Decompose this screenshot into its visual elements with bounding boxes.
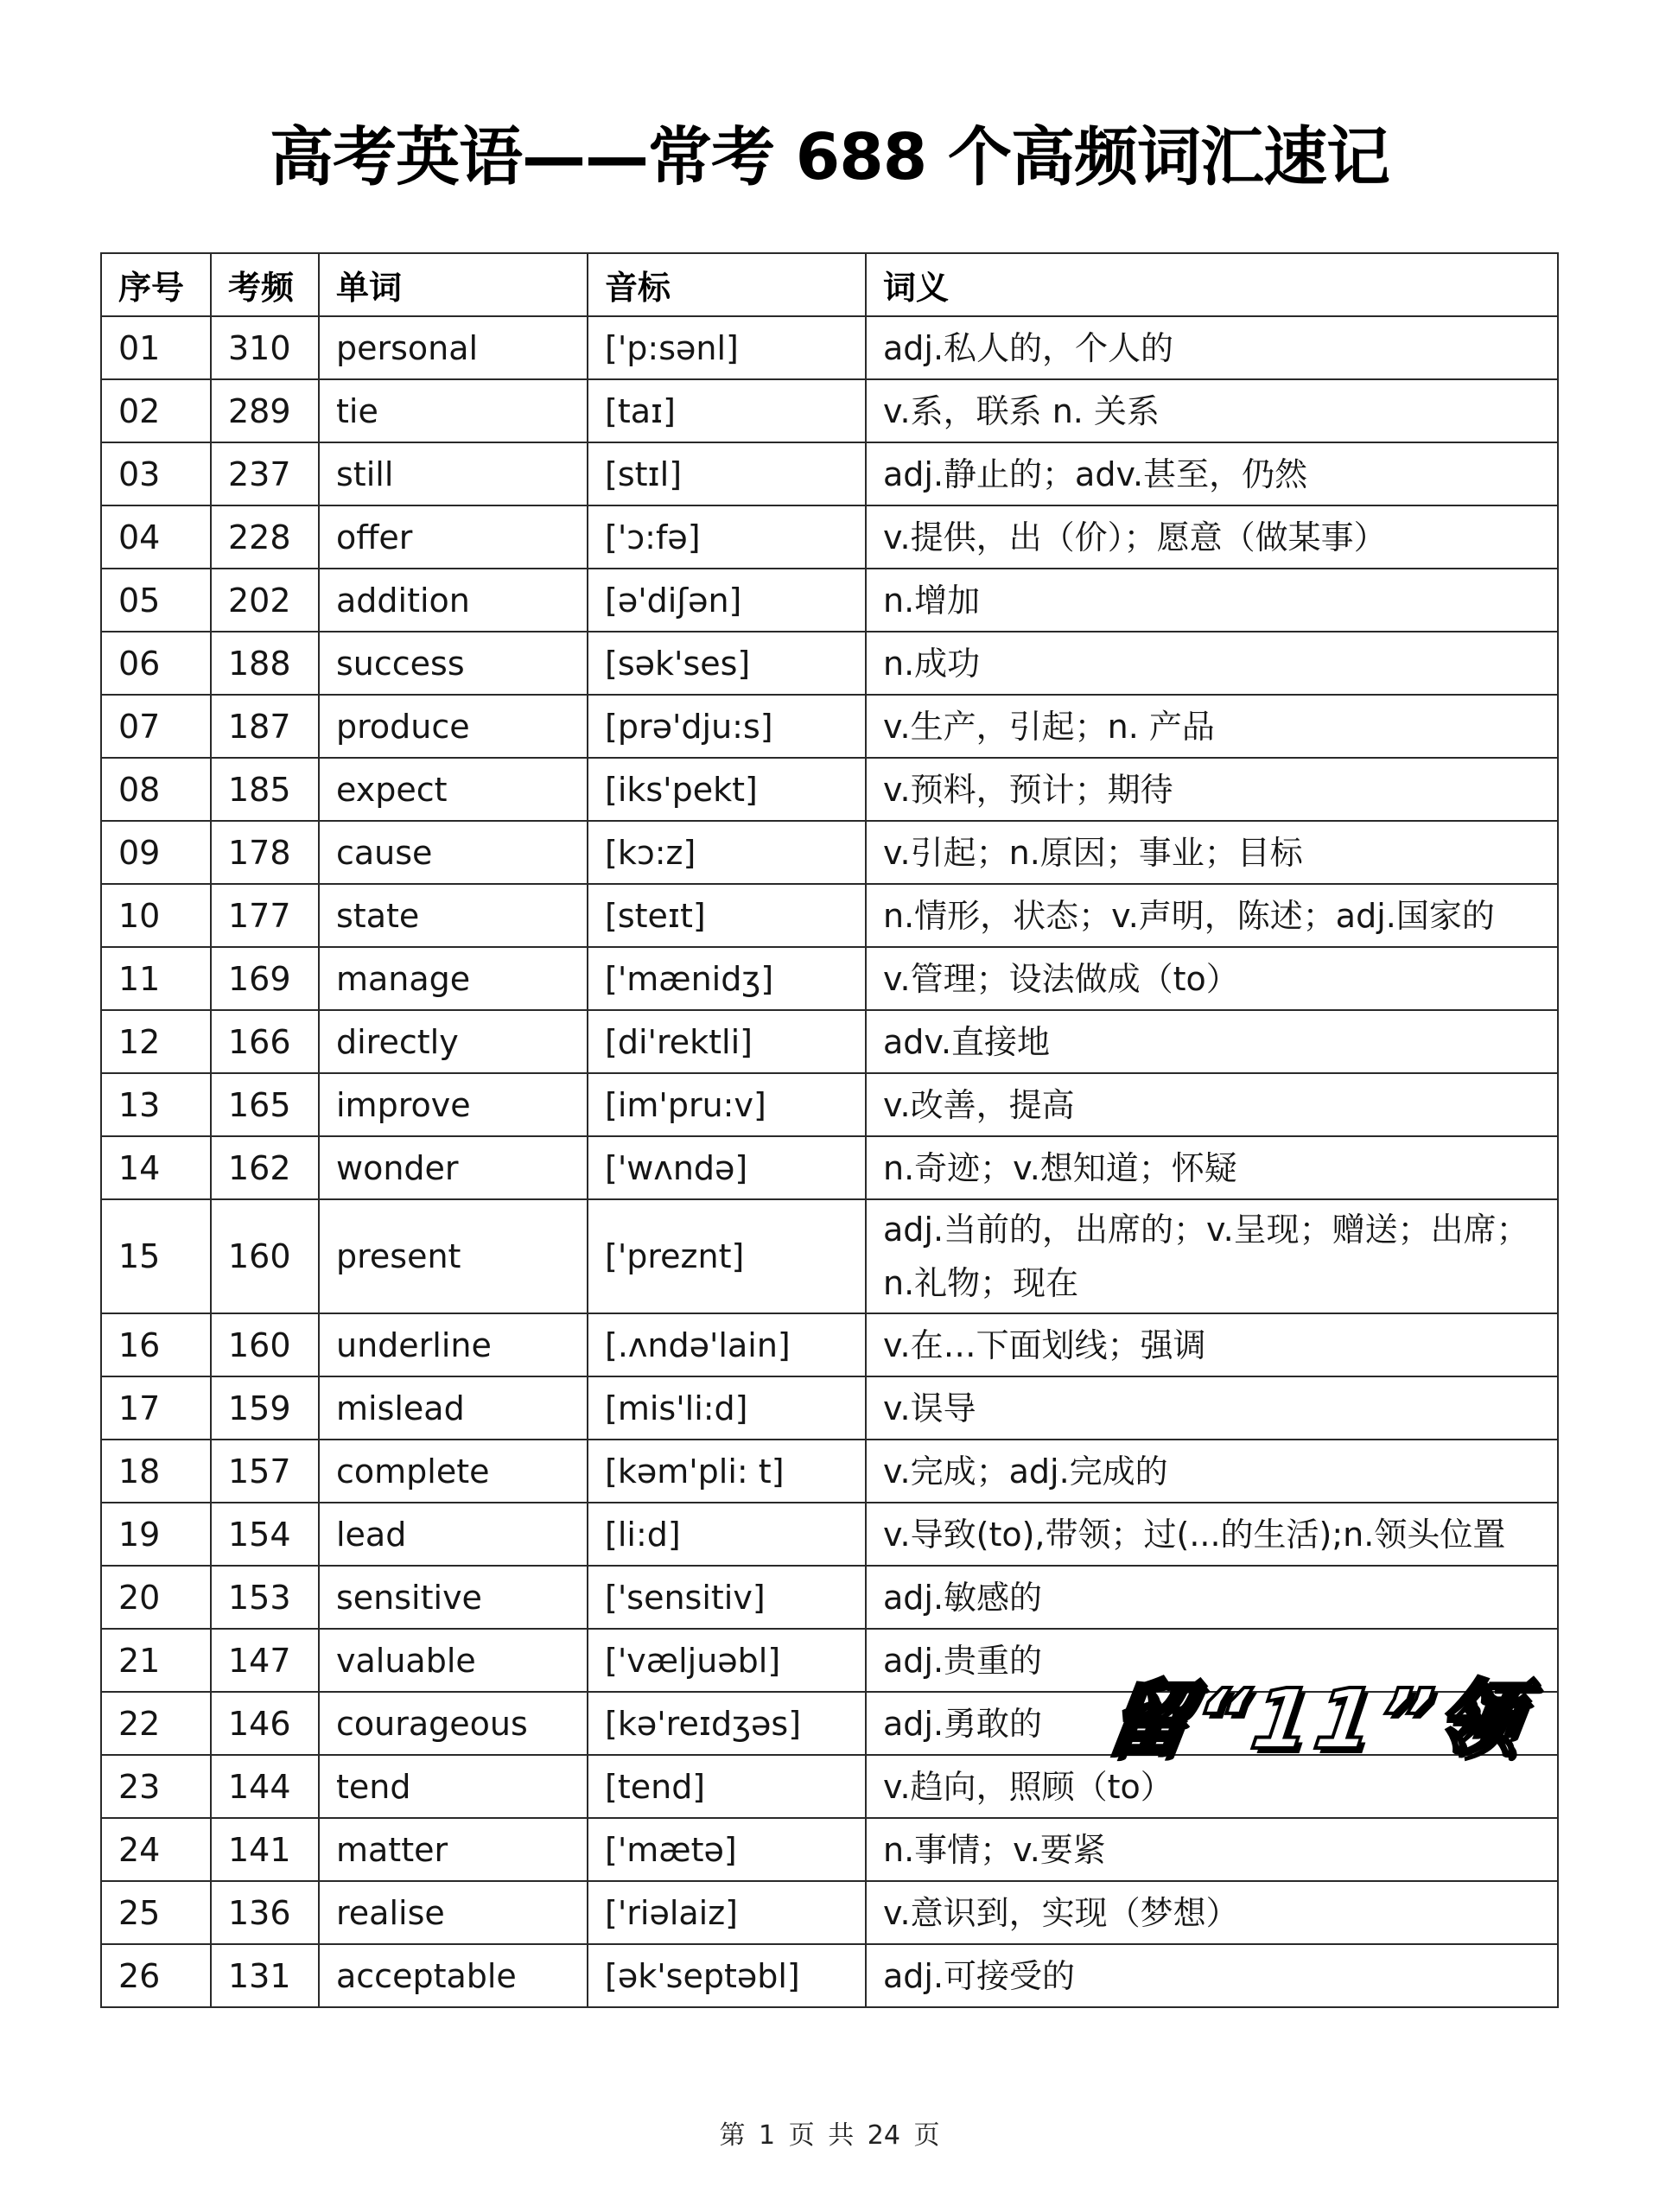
table-row xyxy=(101,947,1558,1010)
table-row xyxy=(101,884,1558,947)
table-row xyxy=(101,1818,1558,1881)
table-row xyxy=(101,316,1558,379)
cell-word: sensitive xyxy=(319,1566,588,1629)
cell-frequency: 144 xyxy=(211,1755,319,1818)
table-row xyxy=(101,1199,1558,1313)
cell-index: 06 xyxy=(101,632,211,695)
cell-index: 11 xyxy=(101,947,211,1010)
cell-frequency: 162 xyxy=(211,1136,319,1199)
table-row xyxy=(101,1440,1558,1503)
cell-phonetic: ['sensitiv] xyxy=(588,1566,866,1629)
cell-word: matter xyxy=(319,1818,588,1881)
cell-phonetic: [kɔ:z] xyxy=(588,821,866,884)
cell-phonetic: [prə'dju:s] xyxy=(588,695,866,758)
cell-meaning: adj.可接受的 xyxy=(866,1944,1558,2007)
cell-frequency: 165 xyxy=(211,1073,319,1136)
cell-phonetic: [tend] xyxy=(588,1755,866,1818)
cell-frequency: 141 xyxy=(211,1818,319,1881)
cell-meaning: v.改善，提高 xyxy=(866,1073,1558,1136)
cell-index: 24 xyxy=(101,1818,211,1881)
cell-phonetic: [.ʌndə'lain] xyxy=(588,1313,866,1376)
cell-index: 19 xyxy=(101,1503,211,1566)
cell-word: valuable xyxy=(319,1629,588,1692)
cell-word: produce xyxy=(319,695,588,758)
cell-frequency: 237 xyxy=(211,442,319,505)
cell-meaning: v.趋向，照顾（to） xyxy=(866,1755,1558,1818)
cell-index: 13 xyxy=(101,1073,211,1136)
header-meaning: 词义 xyxy=(866,253,1558,316)
cell-frequency: 310 xyxy=(211,316,319,379)
cell-word: state xyxy=(319,884,588,947)
cell-index: 16 xyxy=(101,1313,211,1376)
cell-frequency: 187 xyxy=(211,695,319,758)
cell-frequency: 185 xyxy=(211,758,319,821)
cell-phonetic: [kə'reɪdʒəs] xyxy=(588,1692,866,1755)
cell-phonetic: [sək'ses] xyxy=(588,632,866,695)
cell-index: 15 xyxy=(101,1199,211,1313)
cell-meaning: n.成功 xyxy=(866,632,1558,695)
cell-frequency: 131 xyxy=(211,1944,319,2007)
page-footer: 第 1 页 共 24 页 xyxy=(719,2120,940,2151)
cell-phonetic: ['væljuəbl] xyxy=(588,1629,866,1692)
cell-meaning: v.预料，预计；期待 xyxy=(866,758,1558,821)
cell-meaning: n.事情；v.要紧 xyxy=(866,1818,1558,1881)
cell-index: 12 xyxy=(101,1010,211,1073)
cell-index: 07 xyxy=(101,695,211,758)
cell-index: 23 xyxy=(101,1755,211,1818)
cell-frequency: 136 xyxy=(211,1881,319,1944)
cell-frequency: 147 xyxy=(211,1629,319,1692)
table-row xyxy=(101,758,1558,821)
cell-phonetic: [ək'septəbl] xyxy=(588,1944,866,2007)
cell-index: 26 xyxy=(101,1944,211,2007)
cell-word: lead xyxy=(319,1503,588,1566)
cell-meaning: adj.私人的，个人的 xyxy=(866,316,1558,379)
cell-phonetic: ['wʌndə] xyxy=(588,1136,866,1199)
cell-phonetic: ['ɔ:fə] xyxy=(588,505,866,569)
header-frequency: 考频 xyxy=(211,253,319,316)
cell-phonetic: [di'rektli] xyxy=(588,1010,866,1073)
cell-frequency: 188 xyxy=(211,632,319,695)
cell-frequency: 157 xyxy=(211,1440,319,1503)
cell-index: 10 xyxy=(101,884,211,947)
meaning-line: n.礼物；现在 xyxy=(883,1264,1079,1302)
cell-index: 22 xyxy=(101,1692,211,1755)
cell-frequency: 177 xyxy=(211,884,319,947)
cell-word: expect xyxy=(319,758,588,821)
cell-meaning: v.生产，引起；n. 产品 xyxy=(866,695,1558,758)
table-row xyxy=(101,1944,1558,2007)
table-row xyxy=(101,1503,1558,1566)
table-header-row xyxy=(101,253,1558,316)
cell-frequency: 166 xyxy=(211,1010,319,1073)
cell-word: mislead xyxy=(319,1376,588,1440)
page-title: 高考英语——常考 688 个高频词汇速记 xyxy=(270,120,1389,194)
cell-index: 03 xyxy=(101,442,211,505)
cell-meaning xyxy=(866,1199,1558,1313)
cell-word: present xyxy=(319,1199,588,1313)
table-row xyxy=(101,1073,1558,1136)
cell-index: 04 xyxy=(101,505,211,569)
cell-frequency: 160 xyxy=(211,1199,319,1313)
cell-word: wonder xyxy=(319,1136,588,1199)
cell-phonetic: ['mænidʒ] xyxy=(588,947,866,1010)
cell-meaning: v.在…下面划线；强调 xyxy=(866,1313,1558,1376)
cell-frequency: 228 xyxy=(211,505,319,569)
cell-word: courageous xyxy=(319,1692,588,1755)
cell-word: realise xyxy=(319,1881,588,1944)
cell-phonetic: ['p:sənl] xyxy=(588,316,866,379)
cell-phonetic: [steɪt] xyxy=(588,884,866,947)
table-row xyxy=(101,1376,1558,1440)
cell-phonetic: [li:d] xyxy=(588,1503,866,1566)
cell-word: manage xyxy=(319,947,588,1010)
table-row xyxy=(101,821,1558,884)
cell-index: 25 xyxy=(101,1881,211,1944)
cell-index: 01 xyxy=(101,316,211,379)
table-row xyxy=(101,569,1558,632)
cell-index: 20 xyxy=(101,1566,211,1629)
cell-word: cause xyxy=(319,821,588,884)
cell-meaning: n.情形，状态；v.声明，陈述；adj.国家的 xyxy=(866,884,1558,947)
table-row xyxy=(101,695,1558,758)
header-phonetic: 音标 xyxy=(588,253,866,316)
cell-phonetic: [im'pru:v] xyxy=(588,1073,866,1136)
table-row xyxy=(101,1010,1558,1073)
table-row xyxy=(101,379,1558,442)
cell-index: 17 xyxy=(101,1376,211,1440)
cell-index: 09 xyxy=(101,821,211,884)
cell-index: 05 xyxy=(101,569,211,632)
cell-phonetic: ['mætə] xyxy=(588,1818,866,1881)
table-row xyxy=(101,1566,1558,1629)
cell-index: 18 xyxy=(101,1440,211,1503)
cell-index: 02 xyxy=(101,379,211,442)
cell-frequency: 202 xyxy=(211,569,319,632)
cell-index: 14 xyxy=(101,1136,211,1199)
cell-phonetic: [taɪ] xyxy=(588,379,866,442)
table-row xyxy=(101,1136,1558,1199)
cell-frequency: 146 xyxy=(211,1692,319,1755)
table-row xyxy=(101,632,1558,695)
cell-meaning: v.引起；n.原因；事业；目标 xyxy=(866,821,1558,884)
cell-meaning: v.管理；设法做成（to） xyxy=(866,947,1558,1010)
cell-word: complete xyxy=(319,1440,588,1503)
cell-meaning: n.增加 xyxy=(866,569,1558,632)
cell-meaning: n.奇迹；v.想知道；怀疑 xyxy=(866,1136,1558,1199)
cell-word: personal xyxy=(319,316,588,379)
cell-meaning: v.系，联系 n. 关系 xyxy=(866,379,1558,442)
cell-frequency: 160 xyxy=(211,1313,319,1376)
cell-word: improve xyxy=(319,1073,588,1136)
cell-meaning: adv.直接地 xyxy=(866,1010,1558,1073)
table-row xyxy=(101,505,1558,569)
cell-meaning: adj.勇敢的 xyxy=(866,1692,1558,1755)
meaning-line: adj.当前的，出席的；v.呈现；赠送；出席； xyxy=(883,1211,1529,1249)
cell-phonetic: ['riəlaiz] xyxy=(588,1881,866,1944)
cell-frequency: 169 xyxy=(211,947,319,1010)
cell-meaning: v.意识到，实现（梦想） xyxy=(866,1881,1558,1944)
cell-word: tend xyxy=(319,1755,588,1818)
table-row xyxy=(101,1313,1558,1376)
cell-index: 08 xyxy=(101,758,211,821)
cell-word: success xyxy=(319,632,588,695)
cell-meaning: v.完成；adj.完成的 xyxy=(866,1440,1558,1503)
cell-word: still xyxy=(319,442,588,505)
cell-word: directly xyxy=(319,1010,588,1073)
cell-meaning: adj.静止的；adv.甚至，仍然 xyxy=(866,442,1558,505)
cell-index: 21 xyxy=(101,1629,211,1692)
cell-phonetic: [stɪl] xyxy=(588,442,866,505)
cell-phonetic: [mis'li:d] xyxy=(588,1376,866,1440)
cell-frequency: 154 xyxy=(211,1503,319,1566)
cell-frequency: 289 xyxy=(211,379,319,442)
cell-meaning: adj.贵重的 xyxy=(866,1629,1558,1692)
cell-phonetic: [kəm'pli: t] xyxy=(588,1440,866,1503)
cell-word: acceptable xyxy=(319,1944,588,2007)
cell-frequency: 153 xyxy=(211,1566,319,1629)
cell-phonetic: ['preznt] xyxy=(588,1199,866,1313)
cell-meaning: adj.敏感的 xyxy=(866,1566,1558,1629)
cell-word: underline xyxy=(319,1313,588,1376)
cell-meaning: v.误导 xyxy=(866,1376,1558,1440)
cell-frequency: 178 xyxy=(211,821,319,884)
cell-phonetic: [ə'diʃən] xyxy=(588,569,866,632)
cell-meaning: v.导致(to),带领；过(...的生活);n.领头位置 xyxy=(866,1503,1558,1566)
cell-word: offer xyxy=(319,505,588,569)
table-row xyxy=(101,442,1558,505)
watermark-overlay: 留“11”领 xyxy=(1099,1671,1533,1768)
cell-phonetic: [iks'pekt] xyxy=(588,758,866,821)
header-index: 序号 xyxy=(101,253,211,316)
cell-meaning: v.提供，出（价）；愿意（做某事） xyxy=(866,505,1558,569)
cell-frequency: 159 xyxy=(211,1376,319,1440)
table-row xyxy=(101,1881,1558,1944)
cell-word: addition xyxy=(319,569,588,632)
header-word: 单词 xyxy=(319,253,588,316)
cell-word: tie xyxy=(319,379,588,442)
